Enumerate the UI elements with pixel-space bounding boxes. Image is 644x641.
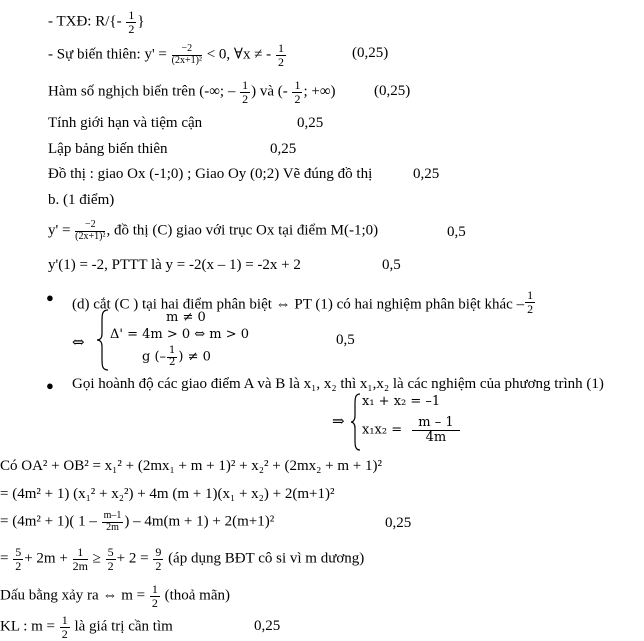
line-decreasing: Hàm số nghịch biến trên (-∞; – $\frac{1}{2}$ ) và (- $\frac{1}{2}$ ; +∞) <box>48 78 336 106</box>
line-domain: - TXĐ: R/{- $\frac{1}{2}$ } <box>48 8 145 36</box>
brace-left-icon <box>350 393 362 451</box>
system1-row2: Δ' = 4m > 0 ⇔ m > 0 <box>110 327 250 342</box>
score-l2: (0,25) <box>352 45 389 61</box>
line-simplify: = (4m² + 1)( 1 – $\frac{m-1}{2m}$ ) – 4m(m + 1) + 2(m+1)² <box>0 510 275 533</box>
line-equality: Dấu bằng xảy ra ⇔ m = $\frac{1}{2}$ (thoả mãn) <box>0 582 230 610</box>
score-l17: 0,25 <box>254 618 281 634</box>
bullet-icon: ● <box>46 290 54 305</box>
score-l3: (0,25) <box>374 83 411 99</box>
line-inequality: = $\frac{5}{2}$ + 2m + $\frac{1}{2m}$ ≥ $\frac{5}{2}$ + 2 = $\frac{9}{2}$ (áp dụng BĐT cô si vì m dương) <box>0 545 365 573</box>
fraction-derivative: $\frac{-2}{\text{(2x+1)²}}$ <box>171 43 202 66</box>
line-expand: = (4m² + 1) (x₁² + x₂²) + 4m (m + 1)(x₁ + x₂) + 2(m+1)² <box>0 486 335 502</box>
score-l4: 0,25 <box>297 115 324 131</box>
line-table: Lập bảng biến thiên <box>48 141 168 157</box>
implies-arrow: ⇒ <box>332 412 345 430</box>
line-derivative-b: y' = $\frac{-2}{\text{(2x+1)²}}$ , đồ thị (C) giao với trục Ox tại điểm M(-1;0) <box>48 219 379 242</box>
domain-text: - TXĐ: R/{- <box>48 13 126 30</box>
equivalence-arrow: ⇔ <box>72 333 85 351</box>
system1-row3: g (– $\frac{1}{2}$ ) ≠ 0 <box>142 345 211 368</box>
line-limits: Tính giới hạn và tiệm cận <box>48 115 203 131</box>
line-conclusion: KL : m = $\frac{1}{2}$ là giá trị cần tìm <box>0 613 173 641</box>
line-roots: Gọi hoành độ các giao điểm A và B là x₁, x₂ thì x₁,x₂ là các nghiệm của phương trình (1) <box>72 376 604 392</box>
line-tangent: y'(1) = -2, PTTT là y = -2(x – 1) = -2x + 2 <box>48 257 301 273</box>
score-l5: 0,25 <box>270 141 297 157</box>
score-l9: 0,5 <box>382 257 401 273</box>
score-l8: 0,5 <box>447 224 466 240</box>
line-oa-ob: Có OA² + OB² = x₁² + (2mx₁ + m + 1)² + x₂² + (2mx₂ + m + 1)² <box>0 458 382 474</box>
score-l14: 0,25 <box>385 515 412 531</box>
line-intersection-condition: (d) cắt (C ) tại hai điểm phân biệt ⇔ PT (1) có hai nghiệm phân biệt khác – $\frac{1}{2}$ <box>72 288 534 316</box>
system1-row1: m ≠ 0 <box>166 310 206 325</box>
brace-left-icon <box>96 309 110 371</box>
line-variation: - Sự biến thiên: y' = $\frac{-2}{\text{(2x+1)²}}$ < 0, ∀x ≠ - $\frac{1}{2}$ <box>48 41 284 69</box>
line-graph: Đồ thị : giao Ox (-1;0) ; Giao Oy (0;2) Vẽ đúng đồ thị <box>48 166 373 182</box>
system2-row1: x₁ + x₂ = –1 <box>362 394 441 409</box>
fraction-half: $\frac{1}{2}$ <box>128 8 135 36</box>
score-system1: 0,5 <box>336 332 355 348</box>
system2-row2: x₁x₂ = $\frac{m - 1}{4m}$ <box>362 416 461 444</box>
bullet-icon: ● <box>46 378 54 393</box>
part-b-heading: b. (1 điểm) <box>48 192 115 208</box>
score-l6: 0,25 <box>413 166 440 182</box>
